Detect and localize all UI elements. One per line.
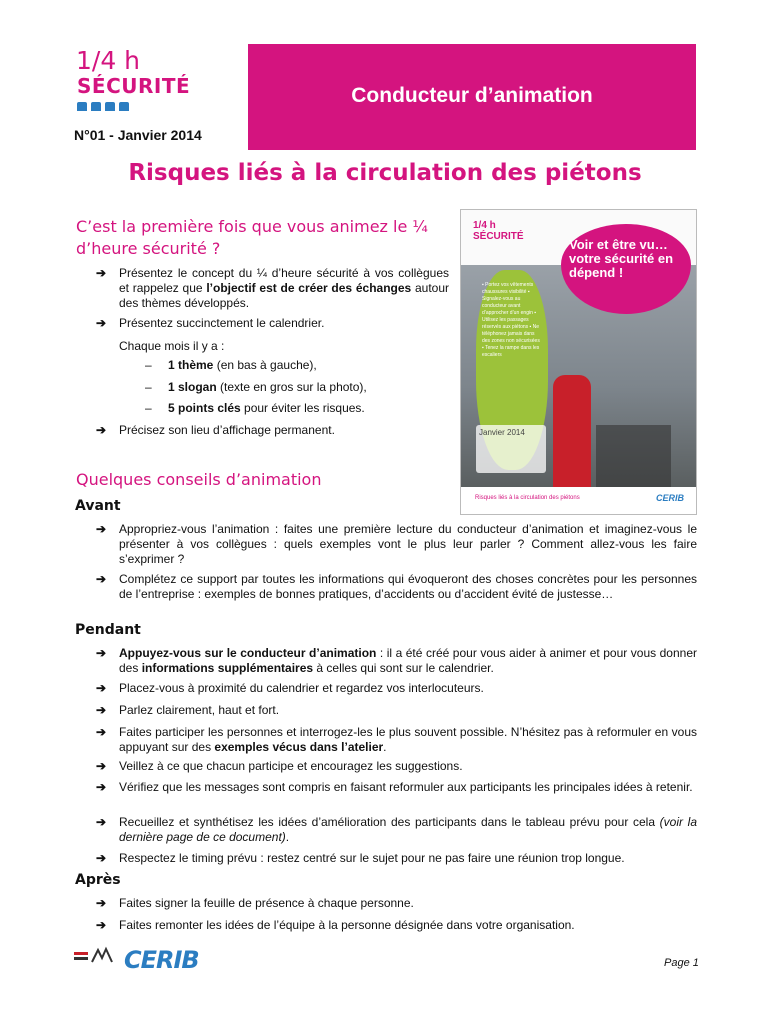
banner-title: Conducteur d’animation (351, 84, 593, 107)
avant-heading: Avant (75, 498, 121, 514)
intro-bullet-1 (96, 266, 450, 311)
avant-bullet-2: ➔ Complétez ce support par toutes les informations qui évoqueront des choses concrètes pour les personnes de l’entreprise : exemples de bonnes pratiques, d’accidents ou d’accident évité de justesse… (96, 572, 697, 601)
logo-icons (77, 102, 129, 111)
intro-dash-1 (145, 358, 152, 373)
dash-icon: – (145, 401, 152, 415)
avant-bullet-1: ➔ Appropriez-vous l’animation : faites une première lecture du conducteur d’animation et imaginez-vous le présenter à vos collègues : quels exemples vont le plus leur parler ? Comment allez-vous les faire s’exprimer ? (96, 522, 697, 566)
calendar-poster-thumbnail (460, 209, 697, 515)
apres-bullet-2: ➔ Faites remonter les idées de l’équipe à la personne désignée dans votre organisation. (96, 918, 575, 932)
logo-securite: SÉCURITÉ (77, 74, 191, 98)
boot-icon (77, 102, 87, 111)
intro-dash-1-text: 1 thème (en bas à gauche), (168, 358, 317, 372)
helmet-icon (91, 102, 101, 111)
poster-footer (461, 487, 696, 514)
arrow-icon: ➔ (96, 703, 107, 717)
arrow-icon: ➔ (96, 896, 107, 910)
header-banner (248, 44, 696, 150)
arrow-icon: ➔ (96, 815, 107, 829)
intro-bullet-3 (96, 423, 449, 438)
intro-sub: Chaque mois il y a : (119, 339, 225, 353)
arrow-icon: ➔ (96, 918, 107, 932)
poster-caption: Risques liés à la circulation des piétons (475, 495, 580, 501)
arrow-icon: ➔ (96, 316, 107, 330)
poster-calendar: Janvier 2014 (476, 425, 546, 473)
intro-bullet-2 (96, 316, 449, 331)
pendant-heading: Pendant (75, 622, 141, 638)
logo-quart-heure: 1/4 h (76, 46, 141, 75)
intro-dash-3-text: 5 points clés pour éviter les risques. (168, 401, 365, 415)
pendant-bullet-5: ➔ Veillez à ce que chacun participe et encouragez les suggestions. (96, 759, 463, 773)
intro-heading: C’est la première fois que vous animez le ¼ d’heure sécurité ? (76, 217, 428, 258)
pendant-bullet-8: ➔ Respectez le timing prévu : restez centré sur le sujet pour ne pas faire une réunion trop longue. (96, 851, 625, 865)
poster-key-points-text: ▪ Portez vos vêtements chaussures visibilité ▪ Signalez-vous au conducteur avant d’approcher d’un engin ▪ Utilisez les passages réservés aux piétons ▪ Ne téléphonez jamais dans des zones non sécurisées ▪ Tenez la rampe dans les escaliers (482, 282, 540, 358)
arrow-icon: ➔ (96, 423, 107, 437)
forklift-shape (596, 425, 671, 495)
page-number: Page 1 (664, 957, 699, 969)
dash-icon: – (145, 358, 152, 372)
intro-dash-2-text: 1 slogan (texte en gros sur la photo), (168, 380, 367, 394)
pendant-bullet-4: ➔ Faites participer les personnes et interrogez-les le plus souvent possible. N’hésitez pas à reformuler en vous appuyant sur des exemples vécus dans l’atelier. (96, 725, 697, 754)
page-title: Risques liés à la circulation des piétons (128, 160, 642, 186)
bullet-text: Présentez succinctement le calendrier. (119, 316, 325, 330)
arrow-icon: ➔ (96, 572, 107, 586)
cerib-logo: CERIB (124, 946, 199, 974)
intro-dash-2 (145, 380, 152, 395)
apres-heading: Après (75, 872, 121, 888)
bullet-text: Présentez le concept du ¼ d’heure sécurité à vos collègues et rappelez que l’objectif est de créer des échanges autour des thèmes développés. (119, 266, 450, 310)
glove-icon (105, 102, 115, 111)
intro-dash-3 (145, 401, 152, 416)
arrow-icon: ➔ (96, 780, 107, 794)
arrow-icon: ➔ (96, 759, 107, 773)
arrow-icon: ➔ (96, 851, 107, 865)
conseils-heading: Quelques conseils d’animation (76, 470, 322, 489)
pendant-bullet-1: ➔ Appuyez-vous sur le conducteur d’animation : il a été créé pour vous aider à animer et pour vous donner des informations supplémentaires à celles qui sont sur le calendrier. (96, 646, 697, 675)
pendant-bullet-3: ➔ Parlez clairement, haut et fort. (96, 703, 280, 717)
issue-number: N°01 - Janvier 2014 (74, 127, 202, 143)
arrow-icon: ➔ (96, 266, 107, 280)
pendant-bullet-2: ➔ Placez-vous à proximité du calendrier et regardez vos interlocuteurs. (96, 681, 484, 695)
partner-logo-icon (72, 946, 120, 966)
apres-bullet-1: ➔ Faites signer la feuille de présence à chaque personne. (96, 896, 414, 910)
arrow-icon: ➔ (96, 681, 107, 695)
bullet-text: Précisez son lieu d’affichage permanent. (119, 423, 335, 437)
pendant-bullet-7: ➔ Recueillez et synthétisez les idées d’amélioration des participants dans le tableau prévu pour cela (voir la dernière page de ce document). (96, 815, 697, 844)
pendant-bullet-6: ➔ Vérifiez que les messages sont compris en faisant reformuler aux participants les principales idées à retenir. (96, 780, 693, 794)
dash-icon: – (145, 380, 152, 394)
poster-slogan: Voir et être vu… votre sécurité en dépend ! (569, 237, 674, 280)
headphones-icon (119, 102, 129, 111)
poster-brand: CERIB (655, 493, 684, 503)
arrow-icon: ➔ (96, 522, 107, 536)
arrow-icon: ➔ (96, 646, 107, 660)
arrow-icon: ➔ (96, 725, 107, 739)
poster-logo: 1/4 h SÉCURITÉ (473, 220, 524, 242)
